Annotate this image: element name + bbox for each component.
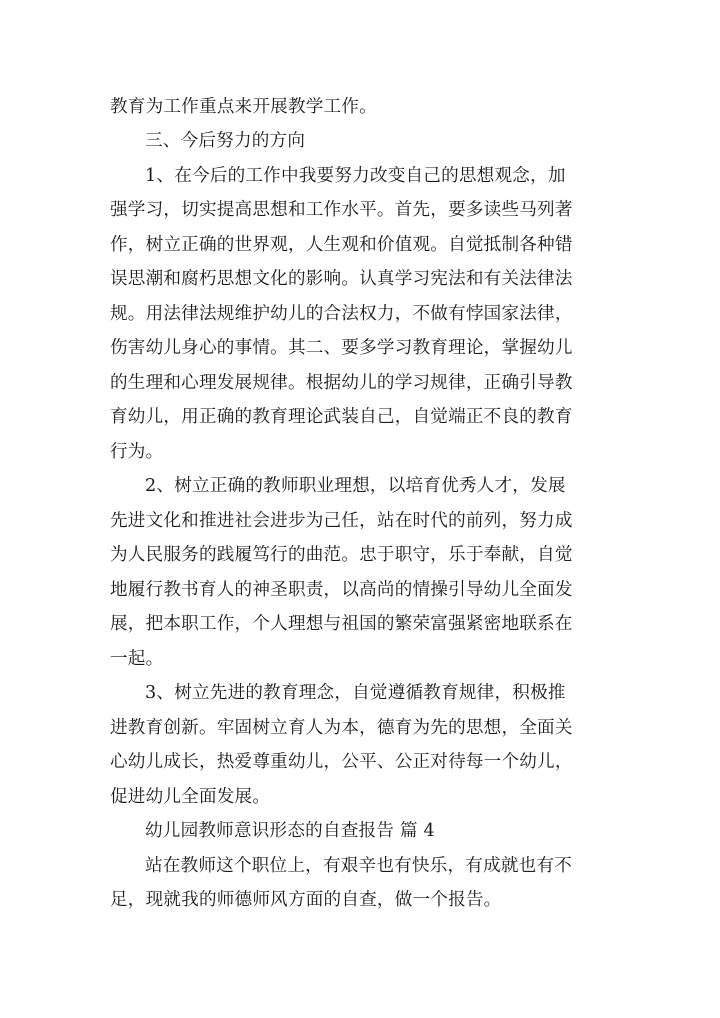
text-line: 育幼儿，用正确的教育理论武装自己，自觉端正不良的教育	[110, 407, 573, 427]
text-line: 促进幼儿全面发展。	[110, 787, 271, 807]
text-line: 地履行教书育人的神圣职责，以高尚的情操引导幼儿全面发	[110, 580, 573, 600]
text-line: 教育为工作重点来开展教学工作。	[110, 97, 377, 117]
text-line: 3、树立先进的教育理念，自觉遵循教育规律，积极推	[145, 683, 566, 703]
text-line: 伤害幼儿身心的事情。其二、要多学习教育理论，掌握幼儿	[110, 338, 573, 358]
text-line: 强学习，切实提高思想和工作水平。首先，要多读些马列著	[110, 200, 573, 220]
text-line: 作，树立正确的世界观，人生观和价值观。自觉抵制各种错	[110, 235, 573, 255]
text-line: 误思潮和腐朽思想文化的影响。认真学习宪法和有关法律法	[110, 269, 573, 289]
article-heading: 幼儿园教师意识形态的自查报告 篇 4	[145, 821, 435, 841]
text-line: 心幼儿成长，热爱尊重幼儿，公平、公正对待每一个幼儿，	[110, 752, 573, 772]
text-line: 行为。	[110, 442, 164, 462]
text-line: 的生理和心理发展规律。根据幼儿的学习规律，正确引导教	[110, 373, 573, 393]
text-line: 进教育创新。牢固树立育人为本，德育为先的思想，全面关	[110, 718, 573, 738]
text-line: 站在教师这个职位上，有艰辛也有快乐，有成就也有不	[145, 856, 573, 876]
text-line: 一起。	[110, 649, 164, 669]
text-line: 为人民服务的践履笃行的曲范。忠于职守，乐于奉献，自觉	[110, 545, 573, 565]
text-line: 足，现就我的师德师风方面的自查，做一个报告。	[110, 890, 502, 910]
text-line: 2、树立正确的教师职业理想，以培育优秀人才，发展	[145, 476, 566, 496]
text-line: 展，把本职工作，个人理想与祖国的繁荣富强紧密地联系在	[110, 614, 573, 634]
text-line: 规。用法律法规维护幼儿的合法权力，不做有悖国家法律，	[110, 304, 573, 324]
section-heading: 三、今后努力的方向	[145, 131, 306, 151]
text-line: 先进文化和推进社会进步为己任，站在时代的前列，努力成	[110, 511, 573, 531]
text-line: 1、在今后的工作中我要努力改变自己的思想观念，加	[145, 166, 566, 186]
